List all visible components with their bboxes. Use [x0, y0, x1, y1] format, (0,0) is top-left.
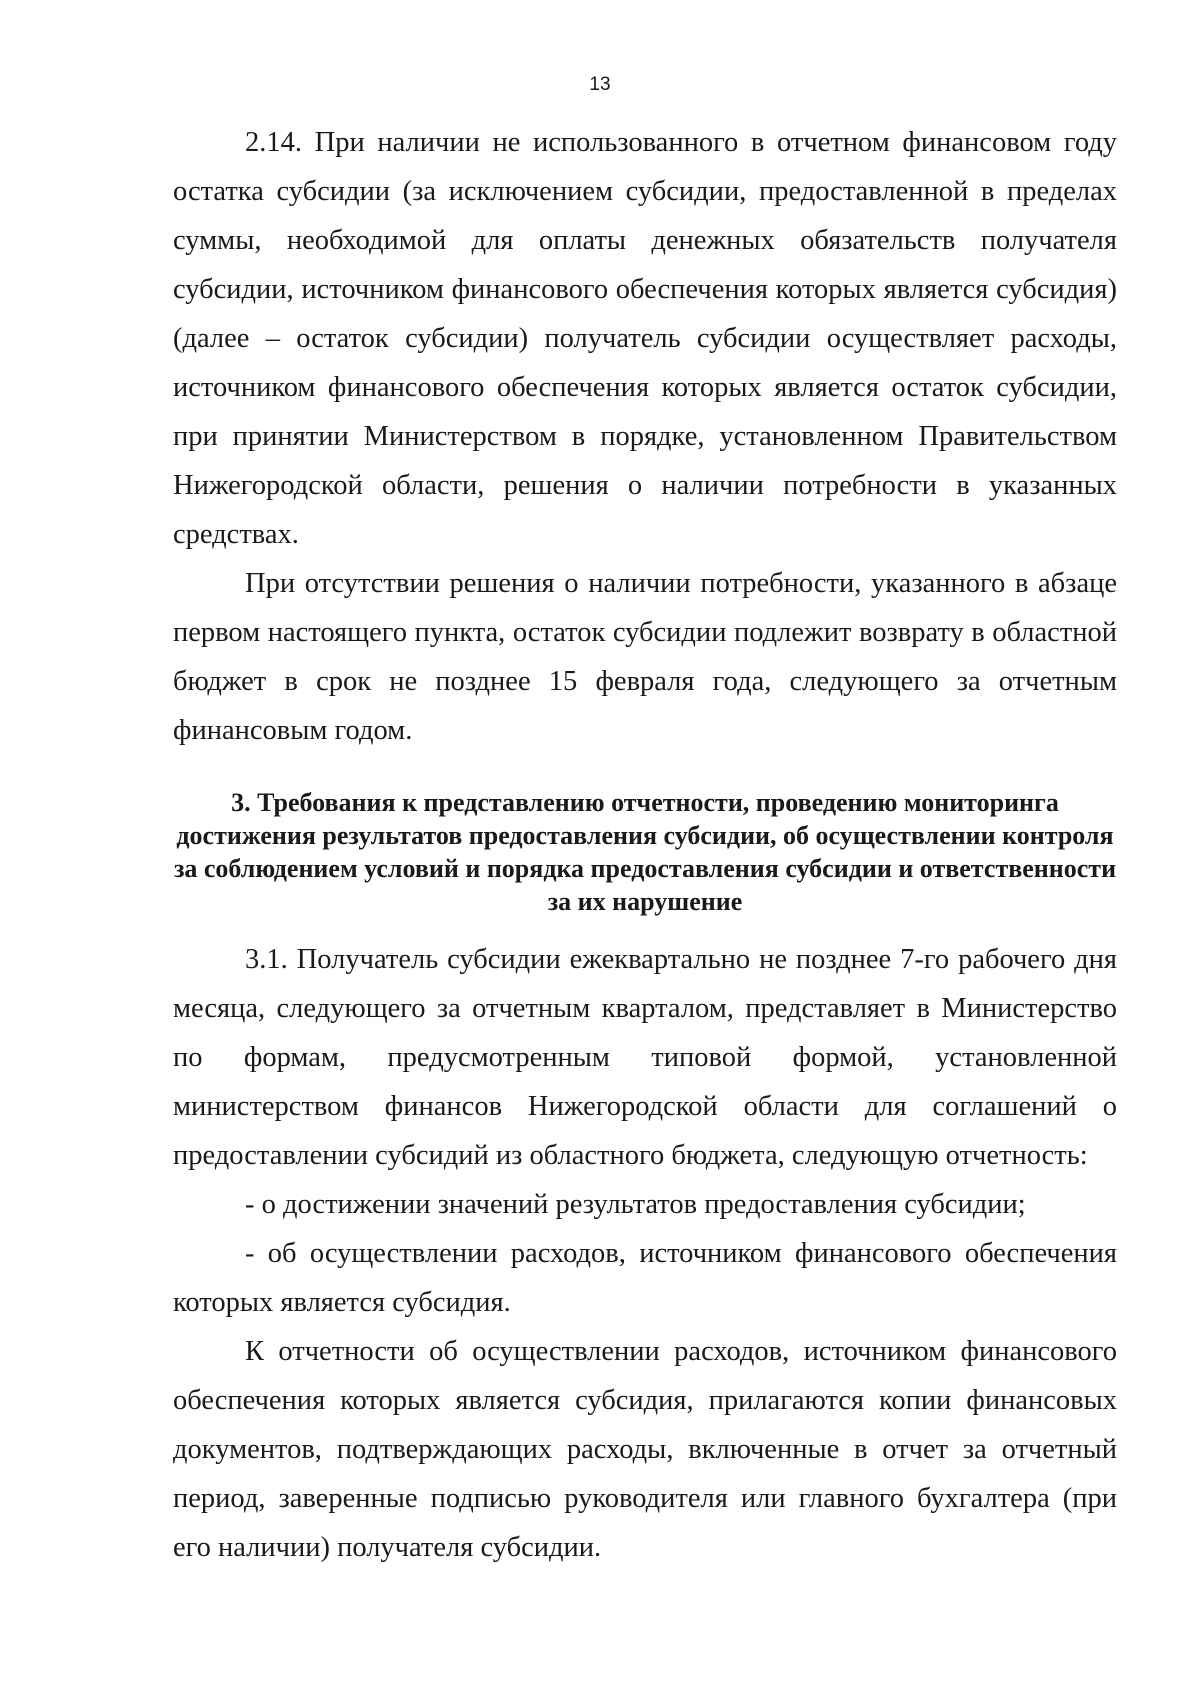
paragraph-no-decision: При отсутствии решения о наличии потребности, указанного в абзаце первом настоящего пункта, остаток субсидии подлежит возврату в областной бюджет в срок не позднее 15 февраля года, следующего за отчетным финансовым годом.: [173, 568, 1117, 746]
document-body: [173, 118, 1117, 1572]
list-item-results: - о достижении значений результатов предоставления субсидии;: [245, 1189, 1026, 1220]
paragraph-3-1: 3.1. Получатель субсидии ежеквартально не позднее 7-го рабочего дня месяца, следующего за отчетным кварталом, представляет в Министерство по формам, предусмотренным типовой формой, установленной министерством финансов Нижегородской области для соглашений о предоставлении субсидий из областного бюджета, следующую отчетность:: [173, 944, 1117, 1171]
section-3-heading: 3. Требования к представлению отчетности, проведению мониторинга достижения результатов предоставления субсидии, об осуществлении контроля за соблюдением условий и порядка предоставления субсидии и ответственности за их нарушение: [173, 788, 1117, 916]
page-number: 13: [589, 74, 611, 95]
paragraph-2-14: 2.14. При наличии не использованного в отчетном финансовом году остатка субсидии (за исключением субсидии, предоставленной в пределах суммы, необходимой для оплаты денежных обязательств получателя субсидии, источником финансового обеспечения которых является субсидия) (далее – остаток субсидии) получатель субсидии осуществляет расходы, источником финансового обеспечения которых является остаток субсидии, при принятии Министерством в порядке, установленном Правительством Нижегородской области, решения о наличии потребности в указанных средствах.: [173, 127, 1117, 550]
list-item-expenses: - об осуществлении расходов, источником финансового обеспечения которых является субсидия.: [173, 1238, 1117, 1318]
paragraph-attachments: К отчетности об осуществлении расходов, источником финансового обеспечения которых является субсидия, прилагаются копии финансовых документов, подтверждающих расходы, включенные в отчет за отчетный период, заверенные подписью руководителя или главного бухгалтера (при его наличии) получателя субсидии.: [173, 1336, 1117, 1563]
